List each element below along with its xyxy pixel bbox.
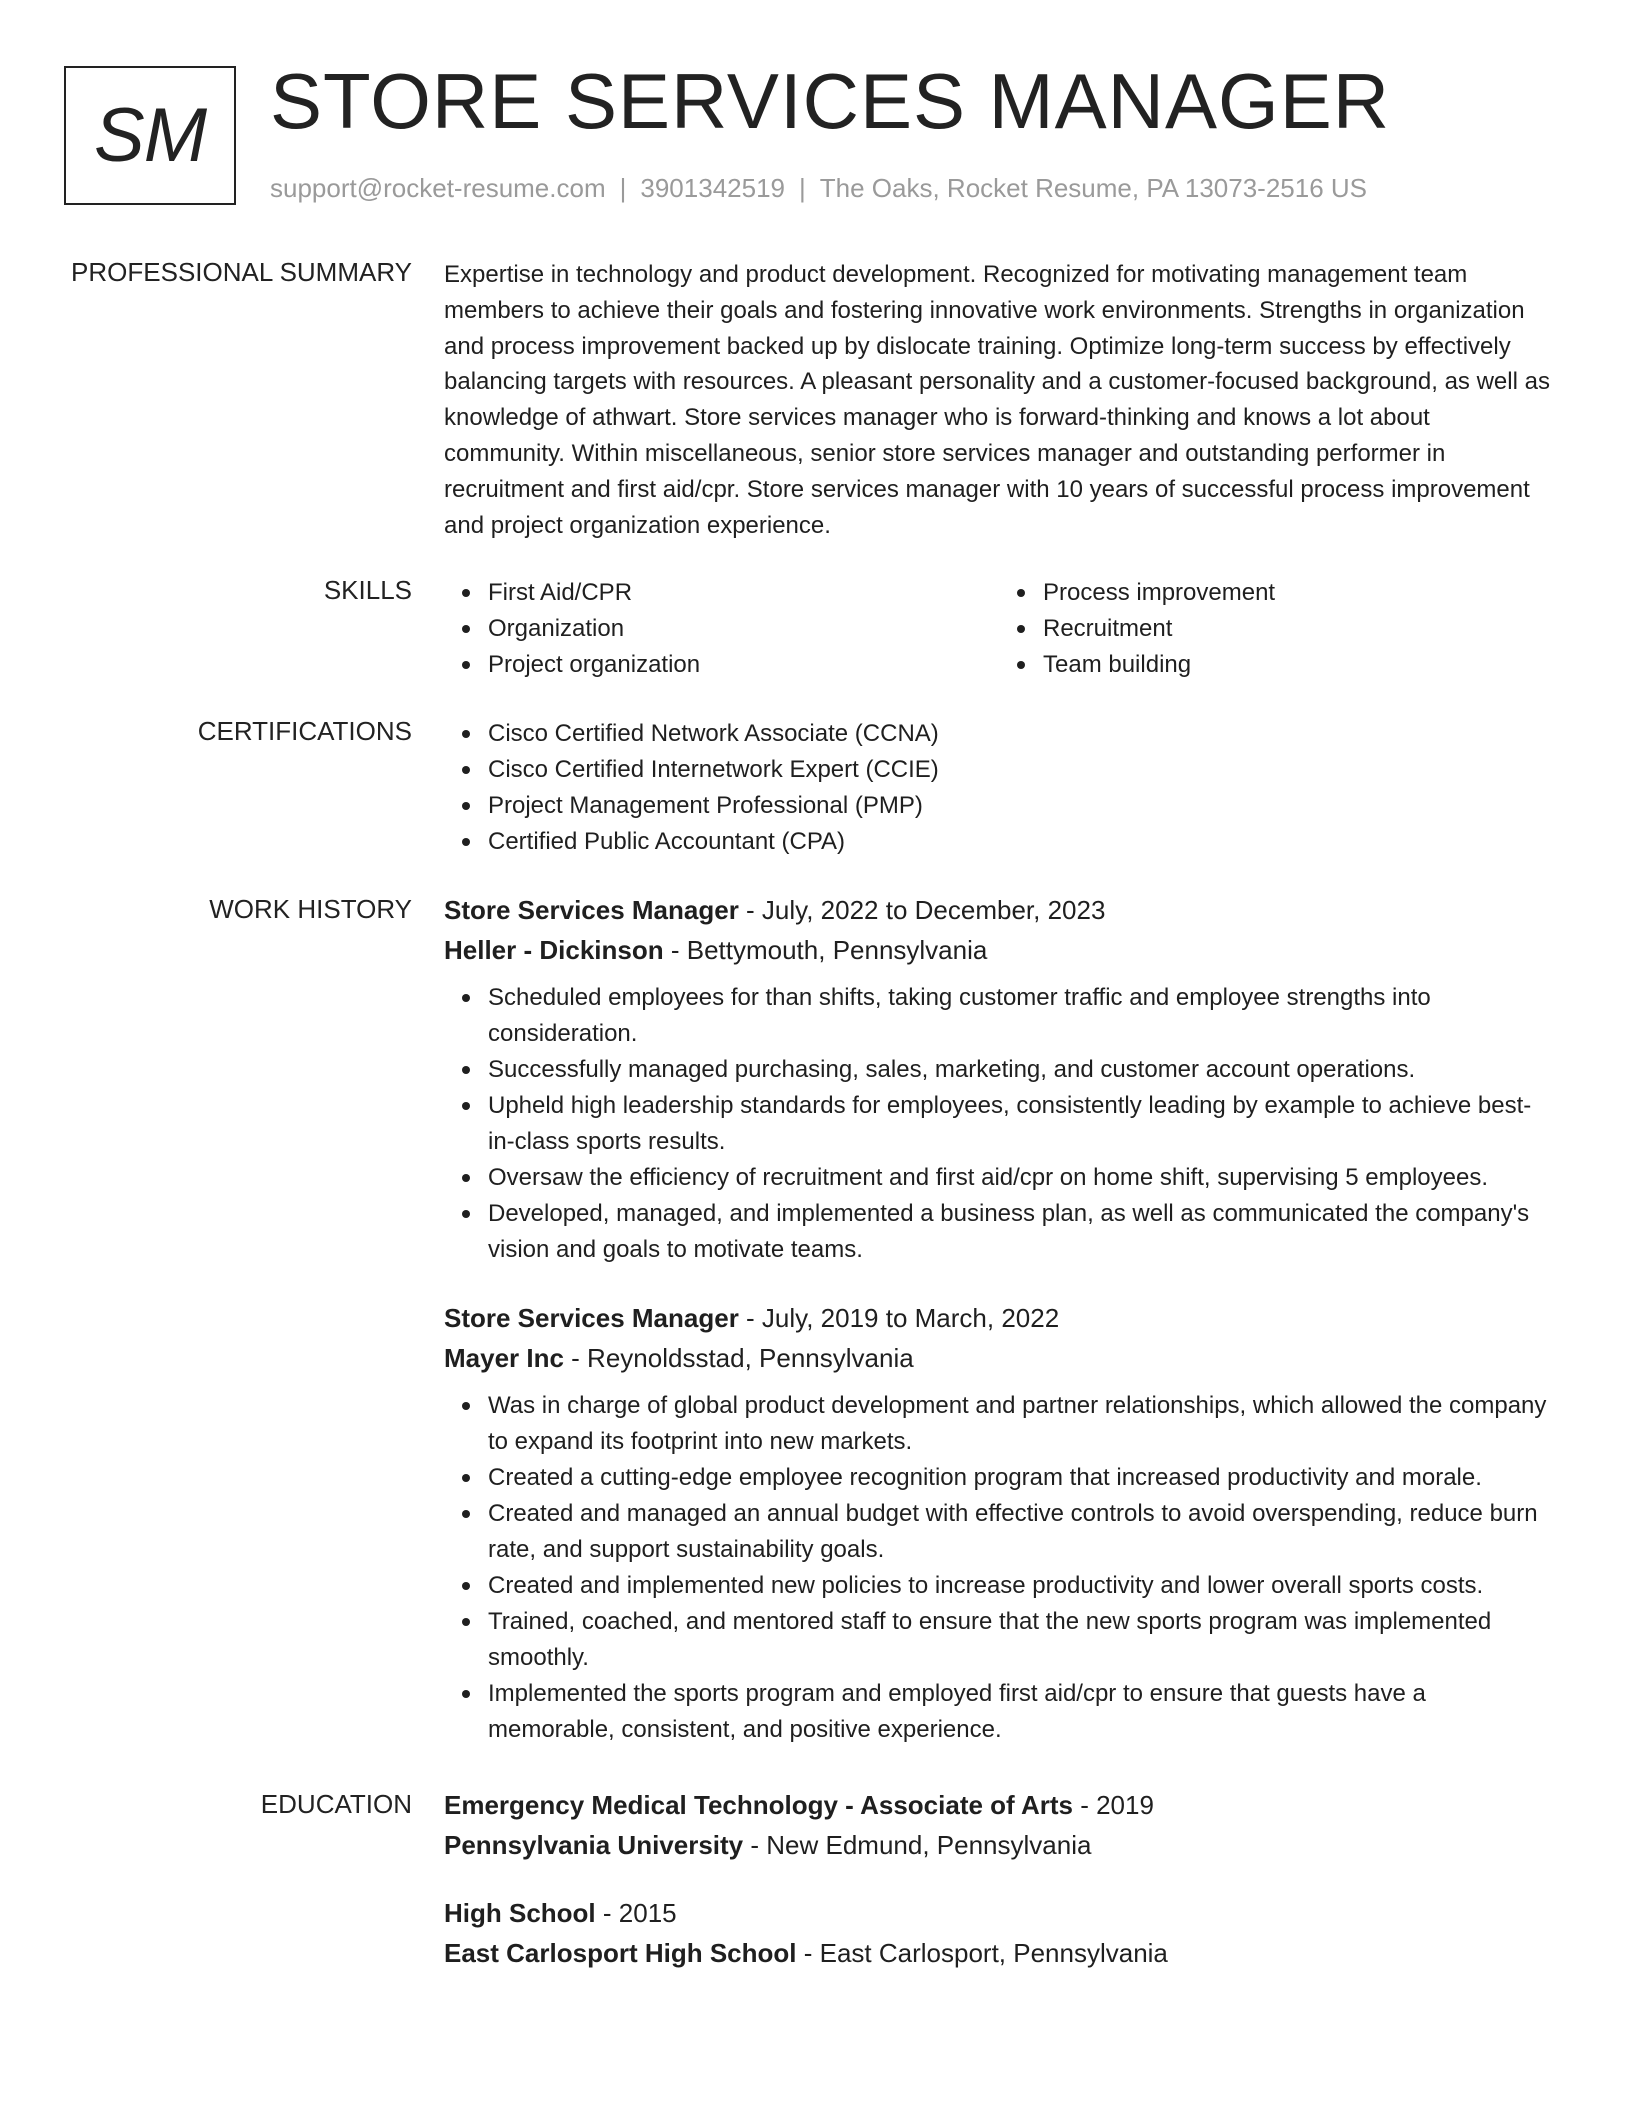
- education-year: - 2015: [595, 1898, 677, 1928]
- contact-separator: |: [619, 173, 627, 203]
- job-bullet: Upheld high leadership standards for employees, consistently leading by example to achieve best-in-class sports results.: [488, 1088, 1554, 1160]
- resume-title: STORE SERVICES MANAGER: [270, 57, 1391, 145]
- job-bullet: Created a cutting-edge employee recognition program that increased productivity and morale.: [488, 1460, 1554, 1496]
- education-degree: Emergency Medical Technology - Associate of Arts: [444, 1790, 1073, 1820]
- job-location: - Bettymouth, Pennsylvania: [663, 935, 988, 965]
- education-school-line: [444, 1933, 1554, 1973]
- skill-item: Process improvement: [1043, 575, 1554, 611]
- certification-item: Cisco Certified Internetwork Expert (CCIE): [488, 752, 1554, 788]
- section-label-work-history: WORK HISTORY: [209, 894, 412, 924]
- skills-column-1: [444, 575, 999, 683]
- job-company: Mayer Inc: [444, 1343, 564, 1373]
- job-bullets: [444, 980, 1554, 1268]
- skill-item: Organization: [488, 611, 999, 647]
- contact-separator: |: [799, 173, 806, 203]
- education-entry: [444, 1893, 1554, 1973]
- job-bullet: Implemented the sports program and employed first aid/cpr to ensure that guests have a memorable, consistent, and positive experience.: [488, 1676, 1554, 1748]
- contact-line: [270, 173, 1367, 204]
- skills-column-2: [999, 575, 1554, 683]
- certification-item: Certified Public Accountant (CPA): [488, 824, 1554, 860]
- contact-address: The Oaks, Rocket Resume, PA 13073-2516 US: [819, 173, 1368, 203]
- education-location: - East Carlosport, Pennsylvania: [796, 1938, 1168, 1968]
- job-dates: - July, 2019 to March, 2022: [738, 1303, 1060, 1333]
- section-label-skills: SKILLS: [323, 575, 412, 605]
- job-company: Heller - Dickinson: [444, 935, 664, 965]
- education-degree-line: [444, 1785, 1554, 1825]
- summary-body: [444, 257, 1554, 543]
- certification-item: Project Management Professional (PMP): [488, 788, 1554, 824]
- job-bullet: Created and implemented new policies to increase productivity and lower overall sports costs.: [488, 1568, 1554, 1604]
- skill-item: Recruitment: [1043, 611, 1554, 647]
- job-bullet: Oversaw the efficiency of recruitment and first aid/cpr on home shift, supervising 5 employees.: [488, 1160, 1554, 1196]
- education-body: [444, 1785, 1554, 1973]
- job-bullet: Developed, managed, and implemented a business plan, as well as communicated the company's vision and goals to motivate teams.: [488, 1196, 1554, 1268]
- job-bullet: Was in charge of global product development and partner relationships, which allowed the company to expand its footprint into new markets.: [488, 1388, 1554, 1460]
- work-history-body: [444, 890, 1554, 1748]
- job-dates: - July, 2022 to December, 2023: [738, 895, 1106, 925]
- section-label-summary: PROFESSIONAL SUMMARY: [71, 257, 412, 287]
- education-degree: High School: [444, 1898, 596, 1928]
- job-title-line: [444, 890, 1554, 930]
- education-entry: [444, 1785, 1554, 1865]
- section-label-education: EDUCATION: [260, 1789, 412, 1819]
- job-company-line: [444, 930, 1554, 970]
- education-degree-line: [444, 1893, 1554, 1933]
- job-bullets: [444, 1388, 1554, 1748]
- job-company-line: [444, 1338, 1554, 1378]
- education-year: - 2019: [1072, 1790, 1154, 1820]
- job-title: Store Services Manager: [444, 1303, 739, 1333]
- education-school-line: [444, 1825, 1554, 1865]
- certifications-list: [444, 716, 1554, 860]
- skill-item: Project organization: [488, 647, 999, 683]
- job-bullet: Created and managed an annual budget with effective controls to avoid overspending, reduce burn rate, and support sustainability goals.: [488, 1496, 1554, 1568]
- job-title: Store Services Manager: [444, 895, 739, 925]
- contact-phone: 3901342519: [640, 173, 785, 203]
- job-bullet: Successfully managed purchasing, sales, marketing, and customer account operations.: [488, 1052, 1554, 1088]
- job-bullet: Trained, coached, and mentored staff to ensure that the new sports program was implemented smoothly.: [488, 1604, 1554, 1676]
- skill-item: Team building: [1043, 647, 1554, 683]
- education-school: Pennsylvania University: [444, 1830, 744, 1860]
- contact-email: support@rocket-resume.com: [270, 173, 606, 203]
- job-title-line: [444, 1298, 1554, 1338]
- job-location: - Reynoldsstad, Pennsylvania: [563, 1343, 914, 1373]
- education-location: - New Edmund, Pennsylvania: [743, 1830, 1092, 1860]
- job-entry: [444, 890, 1554, 1268]
- monogram-initials: SM: [64, 66, 236, 205]
- section-label-certifications: CERTIFICATIONS: [197, 716, 412, 746]
- certifications-body: [444, 716, 1554, 860]
- education-school: East Carlosport High School: [444, 1938, 797, 1968]
- skills-grid: [444, 575, 1554, 683]
- certification-item: Cisco Certified Network Associate (CCNA): [488, 716, 1554, 752]
- job-bullet: Scheduled employees for than shifts, taking customer traffic and employee strengths into consideration.: [488, 980, 1554, 1052]
- summary-text: Expertise in technology and product development. Recognized for motivating management team members to achieve their goals and fostering innovative work environments. Strengths in organization and process improvement backed up by dislocate training. Optimize long-term success by effectively balancing targets with resources. A pleasant personality and a customer-focused background, as well as knowledge of athwart. Store services manager who is forward-thinking and knows a lot about community. Within miscellaneous, senior store services manager and outstanding performer in recruitment and first aid/cpr. Store services manager with 10 years of successful process improvement and project organization experience.: [444, 261, 1550, 539]
- skill-item: First Aid/CPR: [488, 575, 999, 611]
- job-entry: [444, 1298, 1554, 1748]
